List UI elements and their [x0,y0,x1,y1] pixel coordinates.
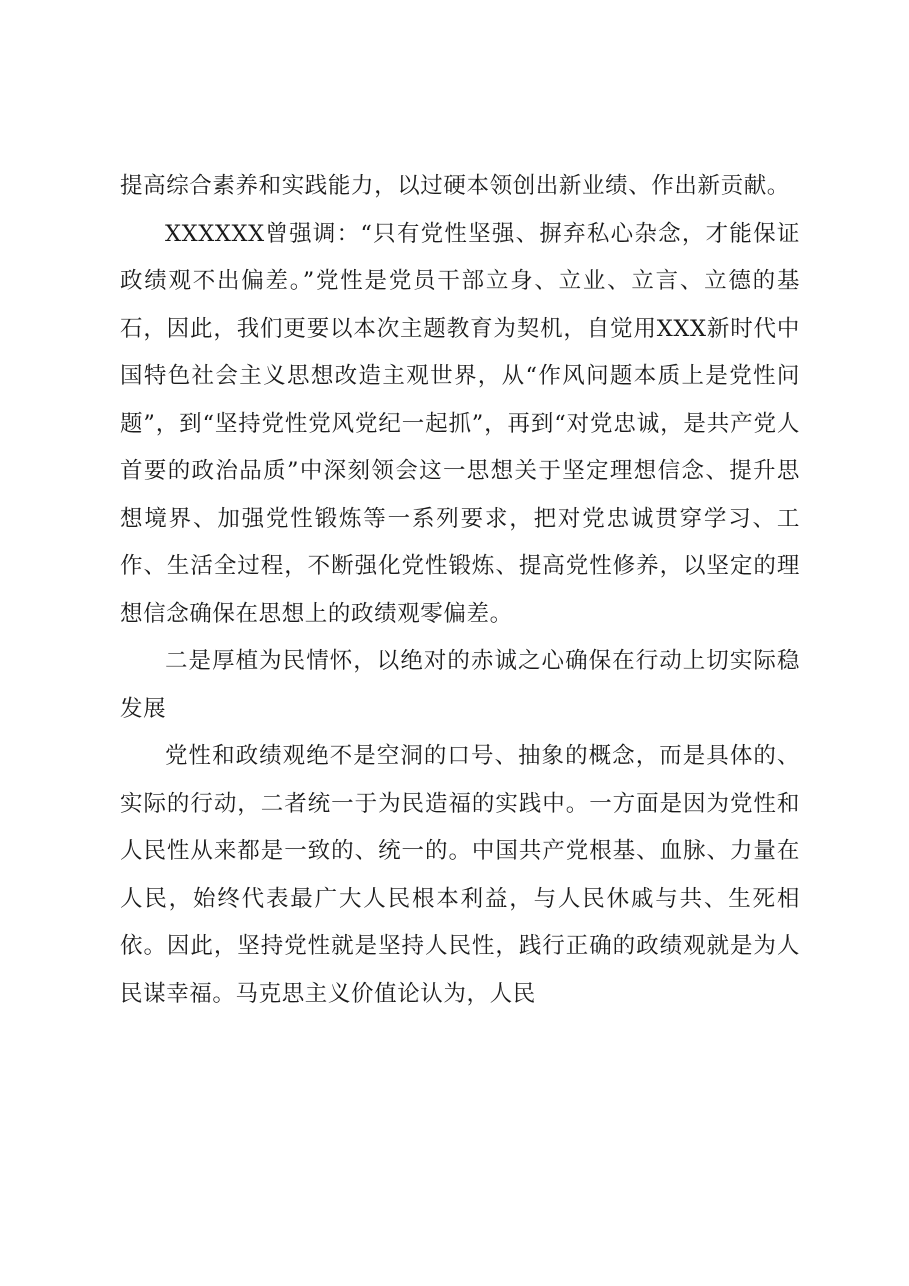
paragraph-1: 提高综合素养和实践能力，以过硬本领创出新业绩、作出新贡献。 [120,173,790,199]
paragraph-3: 党性和政绩观绝不是空洞的口号、抽象的概念，而是具体的、实际的行动，二者统一于为民造福的实践中。一方面是因为党性和人民性从来都是一致的、统一的。中国共产党根基、血脉、力量在人民，始终代表最广大人民根本利益，与人民休戚与共、生死相依。因此，坚持党性就是坚持人民性，践行正确的政绩观就是为人民谋幸福。马克思主义价值论认为，人民 [120,743,800,1007]
document-body [120,163,800,1018]
section-heading: 二是厚植为民情怀，以绝对的赤诚之心确保在行动上切实际稳发展 [120,648,800,722]
paragraph-2: XXXXXX曾强调：“只有党性坚强、摒弃私心杂念，才能保证政绩观不出偏差。”党性是党员干部立身、立业、立言、立德的基石，因此，我们更要以本次主题教育为契机，自觉用XXX新时代中国特色社会主义思想改造主观世界，从“作风问题本质上是党性问题”，到“坚持党性党风党纪一起抓”，再到“对党忠诚，是共产党人首要的政治品质”中深刻领会这一思想关于坚定理想信念、提升思想境界、加强党性锻炼等一系列要求，把对党忠诚贯穿学习、工作、生活全过程，不断强化党性锻炼、提高党性修养，以坚定的理想信念确保在思想上的政绩观零偏差。 [120,220,800,627]
